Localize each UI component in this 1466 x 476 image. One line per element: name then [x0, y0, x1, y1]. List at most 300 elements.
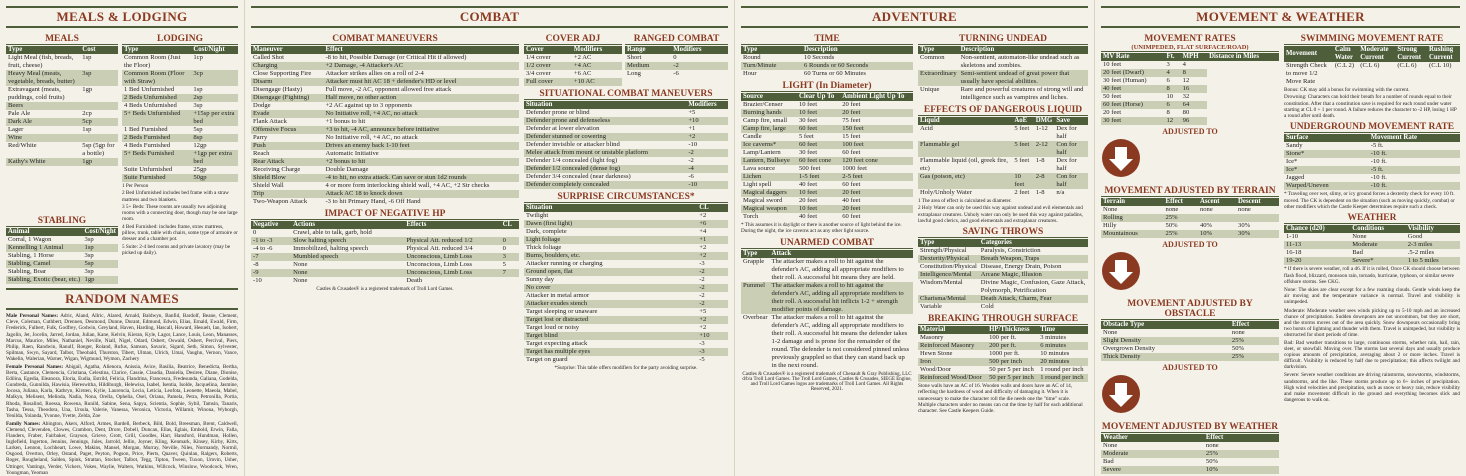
table-cell: 60 feet — [842, 181, 861, 188]
table-cell: Acid — [920, 125, 933, 132]
table-cell: 60 Turns or 60 Minutes — [804, 70, 866, 77]
table-cell: 3 minutes — [1040, 334, 1067, 342]
table-cell: 1gp — [80, 158, 118, 166]
table-row — [524, 324, 728, 332]
table-cell: none — [1199, 206, 1213, 213]
table-cell — [501, 229, 519, 237]
adjusted-to-1: ADJUSTED TO — [1162, 127, 1218, 136]
column-header: MPH — [1181, 53, 1207, 61]
column-header: Rushing Current — [1427, 46, 1460, 62]
table-cell: +10 AC — [572, 78, 622, 86]
table-cell: none — [1238, 206, 1251, 213]
table-cell: Attack AC 18 to knock down — [323, 190, 519, 198]
table-cell: -2 — [699, 292, 705, 299]
column-header: Range — [625, 46, 671, 54]
column-header: Description — [959, 46, 1088, 54]
table-cell: -5 ft. — [1370, 142, 1384, 150]
table-row — [741, 141, 913, 149]
table-cell: Intelligence/Mental — [918, 271, 979, 279]
column-header: Type — [122, 46, 191, 54]
table-cell: 20 feet — [798, 197, 818, 204]
table-cell: Overgrown Density — [1103, 345, 1156, 352]
column-header: Effect — [1204, 434, 1279, 442]
table-cell: Extravagant (meats, puddings, cold fruits) — [8, 86, 65, 101]
table-cell: Reinforced Masonry — [918, 342, 987, 350]
table-cell: The attacker makes a roll to hit against the defender's AC, adding all appropriate modifiers to their roll. A successful hit means the defender takes 1-2 damage and is prone for the remainder of the round. The defender is not considered pinned unless previously grappled so that they can stand back up in the next round. — [771, 313, 910, 369]
table-cell: Common Room (Floor with Straw) — [122, 70, 191, 86]
table-row — [918, 271, 1088, 279]
table-cell: -4 — [686, 165, 728, 173]
table-cell: +2 Damage, -4 Attacker's AC — [323, 62, 519, 70]
table-cell: .5-2 miles — [1407, 249, 1435, 257]
table-cell: +2 — [699, 244, 707, 251]
table-cell: Wisdom/Mental — [920, 279, 963, 287]
column-header: Effect — [323, 46, 519, 54]
table-cell: The attacker makes a roll to hit against the defender's AC, adding all appropriate modifiers to their roll. A successful hit means they are held. — [771, 257, 904, 281]
underground-table — [1284, 134, 1460, 190]
table-cell: 30% — [1238, 222, 1251, 229]
table-row — [1101, 345, 1279, 353]
table-row — [741, 173, 913, 181]
table-cell: 2-12 — [1034, 141, 1055, 157]
table-cell: Shield Wall — [253, 182, 284, 189]
table-cell: 1 to 5 miles — [1406, 257, 1460, 265]
obstacle-subtitle: MOVEMENT ADJUSTED BY OBSTACLE — [1101, 299, 1279, 320]
table-cell: 4 — [1164, 69, 1180, 77]
swim-subtitle: SWIMMING MOVEMENT RATE — [1284, 34, 1460, 45]
table-cell — [80, 102, 118, 110]
table-cell: Evade — [251, 110, 323, 118]
table-row — [918, 295, 1088, 303]
table-row — [251, 78, 519, 86]
table-cell: Con for half — [1054, 141, 1088, 157]
table-cell: Parry — [253, 134, 268, 141]
table-cell: None — [1103, 442, 1118, 449]
table-cell: Magical daggers — [741, 189, 797, 197]
random-names-title: RANDOM NAMES — [6, 288, 238, 310]
table-row — [122, 126, 238, 134]
column-header: Modifiers — [671, 46, 728, 54]
table-cell: -10 ft. — [1369, 182, 1460, 190]
column-header: Cost/Night — [83, 228, 118, 236]
table-cell: 3cp — [191, 70, 238, 86]
table-row — [1284, 182, 1460, 190]
table-cell: Push — [251, 142, 323, 150]
table-cell: -6 — [673, 70, 679, 77]
column-header: Cost/Night — [191, 46, 238, 54]
table-cell: Con for half — [1054, 173, 1088, 189]
table-cell: Rolling — [1101, 214, 1164, 222]
table-row — [741, 117, 913, 125]
table-cell: -4 to -6 — [253, 245, 273, 252]
table-row — [524, 141, 728, 149]
table-row — [918, 141, 1088, 157]
table-cell: Round — [743, 54, 761, 61]
table-cell: +6 — [697, 220, 728, 228]
column-header: Moderate Current — [1358, 46, 1395, 62]
table-cell: 30 feet (Human) — [1103, 77, 1147, 84]
table-cell: Dawn (first light) — [524, 220, 697, 228]
table-cell: -10 ft. — [1370, 158, 1387, 166]
table-cell: 19-20 — [1284, 257, 1350, 265]
table-cell: Lager — [8, 126, 24, 133]
column-header: Source — [741, 93, 797, 101]
down-arrow-icon — [1101, 138, 1141, 178]
undead-subtitle: TURNING UNDEAD — [918, 34, 1088, 45]
table-cell: 64 — [1181, 101, 1207, 109]
table-cell: Torch — [743, 213, 759, 220]
table-cell: Thick foliage — [526, 244, 562, 251]
table-row — [251, 102, 519, 110]
table-row — [524, 340, 728, 348]
table-cell: Medium — [625, 62, 671, 70]
adventure-footer: Castles & Crusades® is a registered trademark of Chenault & Gray Publishing, LLC d/b/a Troll Lord Games. The Troll Lord Games, Castles & Crusades, SIEGE Engine, and Troll Lord Games logos are trademarks of Troll Lord Games. All Rights Reserved, 2021. — [742, 371, 912, 392]
table-cell: 10% — [1204, 466, 1279, 474]
combat-title: COMBAT — [251, 6, 728, 28]
table-cell: Called Shot — [253, 54, 284, 61]
table-cell: 1gp — [83, 276, 118, 284]
table-cell: 200 per ft. — [987, 342, 1038, 350]
table-cell: 1sp — [83, 244, 118, 252]
table-row — [251, 86, 519, 94]
table-cell: Kennelling 1 Animal — [6, 244, 83, 252]
table-row — [122, 102, 238, 110]
table-cell: Slow halting speech — [291, 237, 404, 245]
table-cell: 12 — [1182, 77, 1190, 84]
table-cell: 3sp — [84, 236, 94, 244]
table-cell: 10 feet — [1103, 61, 1122, 68]
table-cell: Disease, Energy Drain, Poison — [980, 263, 1062, 271]
table-cell: Ice* — [1286, 158, 1298, 166]
table-cell: Hewn Stone — [920, 350, 953, 358]
table-cell: Long — [627, 70, 641, 77]
table-cell: 5 feet — [1014, 157, 1030, 164]
table-row — [1284, 150, 1460, 158]
table-cell: 40 feet — [1101, 85, 1164, 93]
table-row — [122, 166, 238, 174]
table-cell: 5sp — [193, 126, 203, 133]
table-cell: 80 — [1182, 109, 1190, 116]
column-header: Save — [1054, 117, 1088, 125]
table-cell: None — [1103, 329, 1118, 336]
table-row — [524, 78, 622, 86]
table-cell: +5 — [699, 308, 707, 315]
table-cell: 30 feet — [1101, 117, 1164, 125]
table-row — [524, 62, 622, 70]
table-cell: Drives an enemy back 1-10 feet — [323, 142, 519, 150]
table-cell: -4 to hit, no extra attack. Can save or stun 1d2 rounds — [323, 174, 519, 182]
table-cell: 16-18 — [1286, 249, 1302, 257]
table-cell: Melee attack from mount or unstable platform — [524, 149, 686, 157]
table-cell: Sandy — [1286, 142, 1303, 150]
table-row — [918, 374, 1088, 382]
table-cell: none — [1165, 206, 1179, 213]
panel-movement-weather — [1095, 0, 1466, 476]
table-row — [1101, 101, 1279, 109]
table-cell: 50% — [1231, 345, 1244, 352]
column-header: Categories — [979, 239, 1088, 247]
table-cell: Attacker in metal armor — [526, 292, 590, 299]
movement-weather-title: MOVEMENT & WEATHER — [1101, 6, 1460, 28]
table-row — [251, 94, 519, 102]
table-row — [251, 62, 519, 70]
table-cell: Masonry — [920, 334, 944, 342]
table-cell: Flank Attack — [253, 118, 287, 125]
table-cell: Twilight — [526, 212, 549, 219]
table-cell: 6 — [1164, 101, 1180, 109]
table-cell: +5 — [688, 109, 696, 116]
table-cell: 7 — [501, 269, 519, 277]
table-cell: 12 — [1164, 117, 1180, 125]
table-row — [918, 125, 1088, 141]
table-row — [122, 94, 238, 102]
terrain-table — [1101, 198, 1279, 238]
column-header: Type — [918, 46, 959, 54]
table-cell: Charisma/Mental — [918, 295, 979, 303]
table-row — [741, 282, 913, 314]
table-cell: 25% — [1204, 450, 1279, 458]
table-row — [524, 268, 728, 276]
table-row — [251, 182, 519, 190]
column-header: AoE — [1012, 117, 1033, 125]
table-cell: Burns, boulders, etc. — [524, 252, 697, 260]
table-cell: 1-5 feet — [797, 173, 840, 181]
swim-note-2: Drowning: Characters can hold their breath for a number of rounds equal to their constitution. After that a constitution save is required for each round under water starting at CL 0 + 1 per round. A failure reduces the character to -2 HP, losing 1 HP a round after until death. — [1284, 94, 1457, 120]
table-cell: 1-10 — [1286, 233, 1299, 241]
weather-severe-text: Severe: Severe weather conditions are driving rainstorms, snowstorms, windstorms, sandstorms, and the like. These storms produce up to 6+ inches of precipitation. High wind velocities and precipitation, such as snow or heavy rain, reduce visibility and make movement difficult in the ground and everything becomes slick and dangerous to walk on. — [1284, 372, 1460, 403]
table-cell: Target sleeping or unaware — [526, 308, 598, 315]
table-row — [1284, 174, 1460, 182]
table-cell: +2 — [697, 252, 728, 260]
table-cell: Attacker must hit AC 18 + defender's HD or level — [323, 78, 519, 86]
stabling-subtitle: STABLING — [6, 216, 118, 227]
column-header: Movement — [1284, 46, 1333, 62]
table-cell: 11-13 — [1284, 241, 1350, 249]
table-cell: +1 bonus to hit — [325, 118, 366, 125]
table-cell: 2 Beds Furnished — [122, 134, 191, 142]
table-cell: +1gp per extra bed — [191, 150, 238, 166]
table-cell: Stone* — [1284, 150, 1369, 158]
table-cell: No Initiative roll, +4 AC, no attack — [325, 134, 418, 141]
column-header: Chance (d20) — [1284, 225, 1350, 233]
table-cell: 8 — [1181, 69, 1207, 77]
table-cell: 40 feet — [842, 197, 861, 204]
table-cell: 2-3 miles — [1406, 241, 1460, 249]
table-row — [524, 70, 622, 78]
table-cell: 0 — [501, 237, 519, 245]
weather-table — [1284, 225, 1460, 265]
table-cell: 60 feet — [842, 149, 861, 156]
surprise-note: *Surprise: This table offers modifiers for the party avoiding surprise. — [554, 365, 698, 371]
table-cell: -7 — [251, 253, 291, 261]
situational-table — [524, 101, 728, 189]
column-header: Type — [741, 46, 802, 54]
table-cell: Hour — [743, 70, 757, 77]
table-row — [524, 284, 728, 292]
table-cell: 120 feet cone — [840, 157, 913, 165]
table-cell: +10 — [697, 332, 728, 340]
table-cell: 10 feet — [1012, 173, 1033, 189]
table-row — [625, 62, 728, 70]
column-header: Liquid — [918, 117, 1012, 125]
table-cell: 10 minutes — [1040, 350, 1070, 358]
lodging-note: 3 5+ Beds: These rooms are usually two adjoining rooms with a connecting door, though may be one large room. — [122, 203, 238, 223]
table-row — [524, 173, 728, 181]
adjusted-to-2: ADJUSTED TO — [1162, 240, 1218, 249]
table-row — [251, 174, 519, 182]
table-cell: Stabling, Exotic (bear, etc.) — [6, 276, 83, 284]
surprise-table — [524, 204, 728, 364]
table-cell: 2-8 — [1034, 173, 1055, 189]
table-cell: none — [1231, 329, 1245, 336]
table-row — [1101, 85, 1279, 93]
table-cell: 10 feet — [797, 205, 840, 213]
table-row — [741, 157, 913, 165]
table-row — [524, 54, 622, 62]
table-row — [251, 110, 519, 118]
table-cell: Candle — [743, 133, 762, 140]
table-cell: Receiving Charge — [253, 166, 301, 173]
table-row — [524, 244, 728, 252]
down-arrow-icon — [1101, 251, 1141, 291]
column-header: CL — [697, 204, 728, 212]
table-row — [524, 157, 728, 165]
table-row — [741, 54, 913, 62]
table-cell: -8 to hit, Possible Damage (or Critical Hit if allowed) — [325, 54, 467, 61]
table-row — [1101, 230, 1279, 238]
column-header: MV Rate — [1101, 53, 1164, 61]
table-cell: 40 feet — [798, 213, 818, 220]
table-row — [1101, 353, 1279, 361]
table-cell: 10 feet — [798, 101, 818, 108]
time-subtitle: TIME — [741, 34, 913, 45]
table-cell: Bad — [1352, 249, 1363, 257]
column-header: Effect — [1230, 321, 1279, 329]
table-cell: None — [293, 277, 308, 284]
table-cell: Target has multiple eyes — [524, 348, 697, 356]
table-cell: Lava source — [743, 165, 776, 172]
underground-note: * Traveling over wet, slimy, or icy ground forces a dexterity check for every 10 ft. moved. The CK is dependent on the situation (such as moving quickly, combat) or other modifiers which the Castle Keeper determines require such a check. — [1284, 191, 1455, 211]
table-cell: 50 feet — [1103, 93, 1122, 100]
table-row — [1101, 93, 1279, 101]
table-cell: Heavy Meal (meats, vegetable, breads, butter) — [6, 70, 80, 86]
table-cell: Camp fire, small — [743, 117, 788, 124]
table-cell: 1000 feet — [842, 165, 867, 172]
table-cell: +3 to hit, -4 AC, announce before initiative — [323, 126, 519, 134]
table-cell: 1 Bed Unfurnished — [124, 86, 175, 93]
weather-moderate-text: Moderate: Moderate weather sees winds picking up to 5-10 mph and an increased chance of precipitation. Sudden downpours are not uncommon, but they are short, and the storms moves out of the area quickly. Snow downpours occasionally bring two bursts of lightning and thunder with them. Travel is unimpeded, but visibility is obstructed for short periods of time. — [1284, 307, 1460, 338]
table-cell: Target loud or noisy — [526, 324, 580, 331]
table-cell: 6 Rounds or 60 Seconds — [802, 62, 913, 70]
rates-table — [1101, 53, 1279, 125]
table-row — [524, 292, 728, 300]
table-cell: Magical sword — [743, 197, 783, 204]
table-cell: 100 per ft. — [989, 334, 1017, 342]
weather-note: * If there is severe weather, roll a d6. If it is rolled, Once CK should choose between flash flood, blizzard, monsoon rain, tornado, hurricane, typhoon, or similar severe offshore storms. See CKG. — [1284, 266, 1460, 285]
liquid-note-2: 2 Holy Water can only be used this way against undead and evil elementals and extraplanar creatures. Unholy water can only be used this way against paladins, lawful good clerics, and good elementals and extraplanar creatures. — [918, 205, 1083, 224]
table-cell: Disengage (Hasty) — [253, 86, 303, 93]
table-cell: Thick Density — [1101, 353, 1230, 361]
table-row — [1101, 117, 1279, 125]
table-cell: Constitution/Physical — [920, 263, 977, 271]
table-cell: Reach — [253, 150, 270, 157]
table-cell: -3 — [697, 348, 728, 356]
table-row — [918, 334, 1088, 342]
table-row — [741, 205, 913, 213]
meals-subtitle: MEALS — [6, 34, 118, 45]
table-cell: Severe — [1101, 466, 1204, 474]
table-row — [1284, 241, 1460, 249]
table-cell: 5+ Beds Unfurnished — [122, 110, 191, 126]
table-cell: 96 — [1181, 117, 1207, 125]
table-cell: Ground open, flat — [524, 268, 697, 276]
table-row — [741, 165, 913, 173]
table-cell: Divine Magic, Confusion, Gaze Attack, Polymorph, Petrification — [980, 279, 1086, 295]
table-cell: 8sp — [191, 134, 238, 142]
table-row — [741, 70, 913, 78]
table-cell: +15sp per extra bed — [191, 110, 238, 126]
table-row — [6, 260, 118, 268]
table-cell: 30% — [1236, 230, 1279, 238]
swim-note-1: Bonus: CK may add a bonus for swimming with the current. — [1284, 87, 1410, 93]
table-row — [1101, 206, 1279, 214]
table-row — [918, 173, 1088, 189]
table-cell: 8 — [1164, 85, 1180, 93]
column-header: Calm Water — [1333, 46, 1358, 62]
table-row — [251, 126, 519, 134]
table-cell: Disengage (Fighting) — [251, 94, 323, 102]
table-row — [251, 277, 519, 285]
table-cell: Ice caverns* — [741, 141, 797, 149]
table-cell: 60 feet — [842, 213, 861, 220]
table-row — [524, 117, 728, 125]
table-cell: Pale Ale — [8, 110, 31, 117]
family-names: Family Names: Abington, Akers, Alford, Armes, Bardell, Berbeck, Bild, Bold, Breesman, Brent, Caldwell, Clemend, Clevenden, Clowes, Crambon, Dent, Drore, Dobell, Duncan, Ellas, Eglais, Embold, Erwin, Falla, Flanders, Fraber, Fairbaker, Grayson, Grieve, Grott, Grill, Goodles, Harr, Hansford, Hundman, Hollen, Inglefield, Ingerton, Jennins, Jennings, Jules, Jarrold, Jellin, Joyner, Kling, Kenmark, Kinsey, Kirby, Kirts, Larken, Lennon, Lochheart, Lowe, Makins, Mansel, Morgan, Murray, Neville, Niles, Normandy, Normil, Osgood, Overton, Orley, Ostand, Paget, Peyton, Pogson, Price, Pierts, Quaver, Quinlan, Ralgers, Roberts, Roger, Rougheland, Salden, Spink, Strattan, Stocker, Talbot, Tegg, Tipton, Tween, Tuxon, Umvin, Usher, Uttinger, Vantings, Verder, Vickers, Vokes, Waylie, Walters, Watkins, Willcock, Winslow, Woodcock, Wren, Youngman, Yeoman — [6, 420, 238, 476]
table-cell: Mumbled speech — [291, 253, 404, 261]
table-cell: 1 Bed Furnished — [124, 126, 168, 133]
table-row — [251, 245, 519, 253]
table-cell: No cover — [524, 284, 697, 292]
table-row — [524, 228, 728, 236]
table-cell: -5 — [699, 356, 705, 363]
table-cell: 3 — [1166, 61, 1170, 68]
table-cell: Breath Weapon, Traps — [979, 255, 1088, 263]
table-cell: Turn/Minute — [741, 62, 802, 70]
table-row — [524, 181, 728, 189]
table-row — [122, 110, 238, 126]
ranged-table — [625, 46, 728, 78]
column-header: CL — [501, 221, 519, 229]
table-row — [1101, 458, 1279, 466]
table-cell: Paralysis, Constriction — [980, 247, 1041, 255]
swim-table — [1284, 46, 1460, 86]
table-cell: Defender prone or blind — [526, 109, 590, 116]
table-cell: Semi-sentient undead of great power that usually have special abilities. — [959, 70, 1088, 86]
table-cell: Moderate — [1101, 450, 1204, 458]
table-cell: 1gp — [82, 86, 93, 93]
table-row — [251, 54, 519, 62]
table-cell: 6 — [1166, 77, 1170, 84]
table-cell: 30 feet — [798, 117, 818, 124]
table-cell: -10 ft. — [1369, 150, 1460, 158]
table-cell: Automatic Initiative — [325, 150, 379, 157]
table-row — [1101, 77, 1279, 85]
table-row — [251, 166, 519, 174]
weather-subtitle: WEATHER — [1284, 213, 1460, 224]
table-row — [6, 158, 118, 166]
table-cell: Strength/Physical — [920, 247, 967, 255]
table-cell: 25% — [1164, 230, 1198, 238]
